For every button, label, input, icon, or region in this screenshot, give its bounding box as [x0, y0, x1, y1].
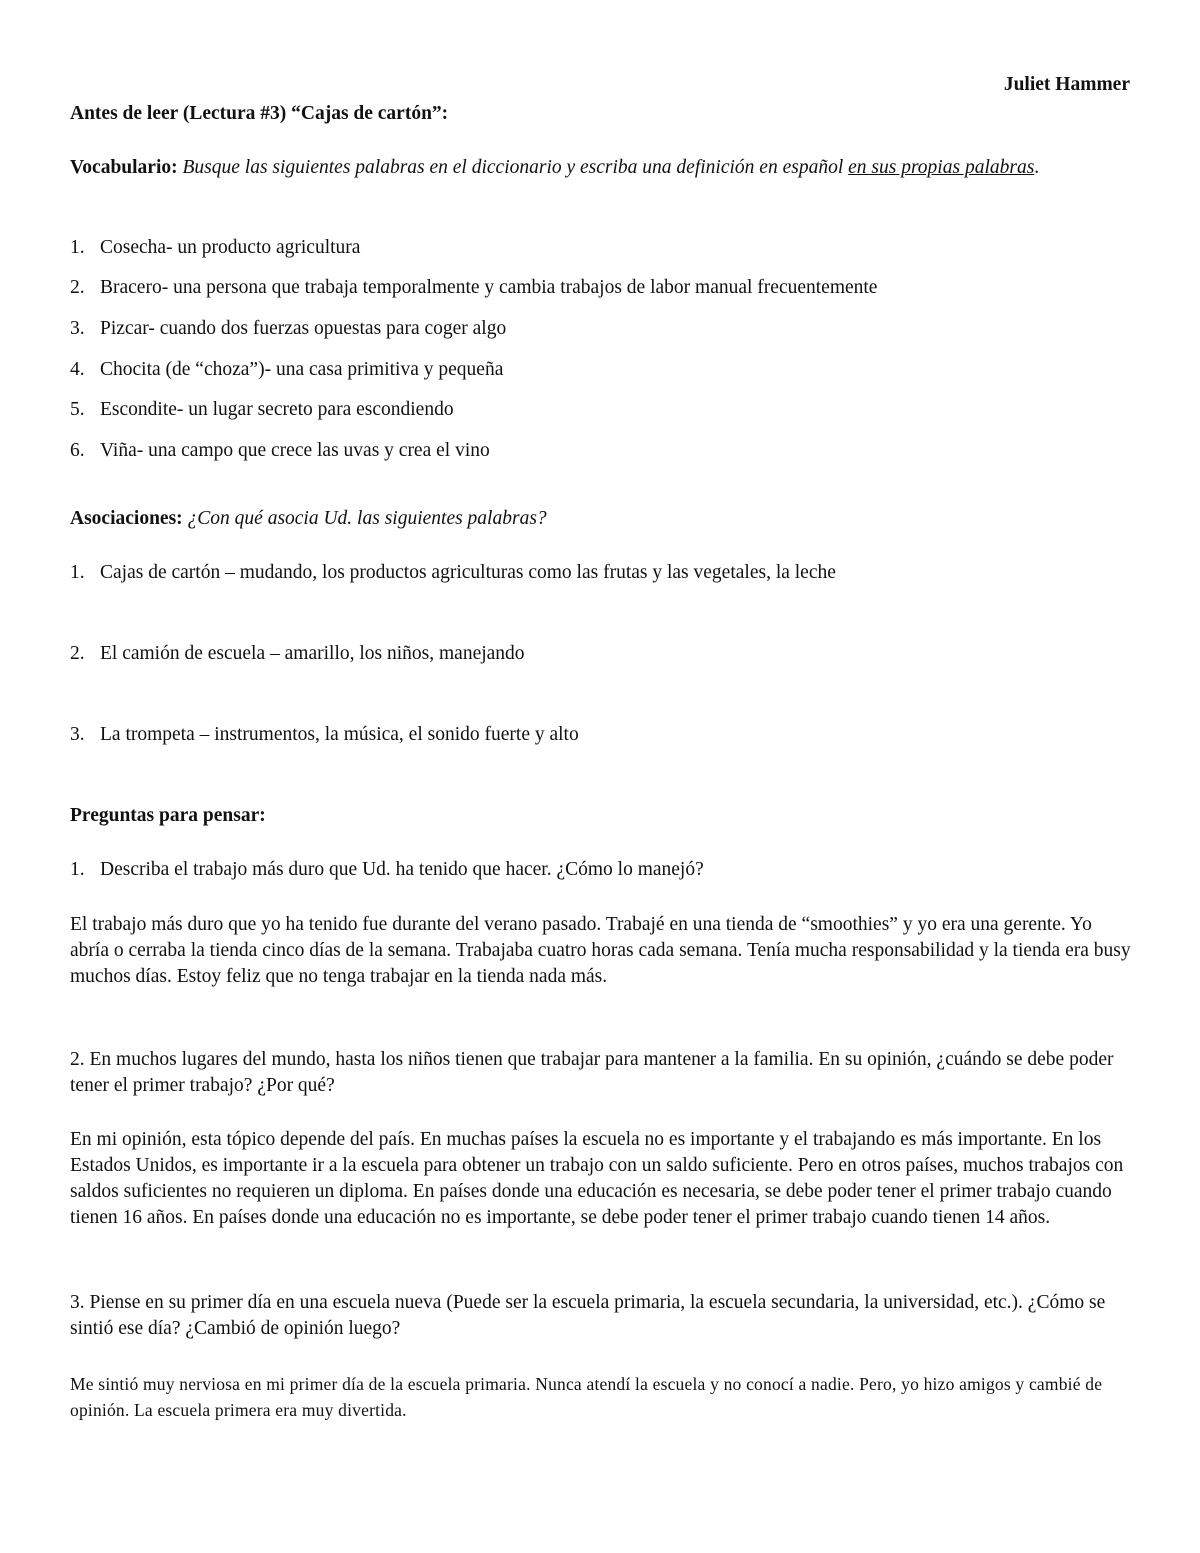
- respuesta-2: En mi opinión, esta tópico depende del país. En muchas países la escuela no es importante y el trabajando es más importante. En los Estados Unidos, es importante ir a la escuela para obtener un trabajo con un saldo suficiente. Pero en otros países, muchos trabajos con saldos suficientes no requieren un diploma. En países donde una educación es necesaria, se debe poder tener el primer trabajo cuando tienen 16 años. En países donde una educación no es importante, se debe poder tener el primer trabajo cuando tienen 14 años.: [70, 1129, 1124, 1228]
- vocab-item-text: Bracero- una persona que trabaja temporalmente y cambia trabajos de labor manual frecuentemente: [100, 277, 878, 298]
- vocab-item-number: 5.: [70, 399, 85, 420]
- vocabulario-instructions: [70, 155, 1132, 181]
- pregunta-1-text: Describa el trabajo más duro que Ud. ha tenido que hacer. ¿Cómo lo manejó?: [100, 859, 704, 880]
- vocabulario-instruction: Busque las siguientes palabras en el diccionario y escriba una definición en español: [182, 157, 844, 178]
- vocabulario-label: Vocabulario:: [70, 157, 178, 178]
- vocab-item-number: 1.: [70, 237, 85, 258]
- author-name: Juliet Hammer: [1003, 74, 1130, 95]
- vocabulario-instruction-underlined: en sus propias palabras: [848, 157, 1035, 178]
- vocab-item-text: Pizcar- cuando dos fuerzas opuestas para coger algo: [100, 318, 507, 339]
- vocab-item: [70, 438, 1132, 464]
- vocab-item-number: 4.: [70, 359, 85, 380]
- vocab-item-text: Escondite- un lugar secreto para escondiendo: [100, 399, 454, 420]
- asociacion-number: 2.: [70, 643, 85, 664]
- asociacion-number: 3.: [70, 724, 85, 745]
- asociacion-item: [70, 722, 1132, 748]
- asociacion-number: 1.: [70, 562, 85, 583]
- vocab-item-number: 3.: [70, 318, 85, 339]
- vocab-item: [70, 357, 1132, 383]
- vocab-item-text: Viña- una campo que crece las uvas y crea el vino: [100, 440, 490, 461]
- asociacion-text: El camión de escuela – amarillo, los niños, manejando: [100, 643, 525, 664]
- vocabulario-instruction-end: .: [1034, 157, 1040, 178]
- vocab-item: [70, 275, 1132, 301]
- worksheet-title: Antes de leer (Lectura #3) “Cajas de cartón”:: [70, 103, 449, 124]
- asociaciones-heading: [70, 506, 1132, 532]
- asociaciones-label: Asociaciones:: [70, 508, 183, 529]
- vocab-item: [70, 235, 1132, 261]
- respuesta-3: Me sintió muy nerviosa en mi primer día de la escuela primaria. Nunca atendí la escuela y no conocí a nadie. Pero, yo hizo amigos y cambié de opinión. La escuela primera era muy divertida.: [70, 1374, 1103, 1420]
- pregunta-1: [70, 857, 1132, 883]
- asociaciones-question: ¿Con qué asocia Ud. las siguientes palabras?: [187, 508, 547, 529]
- asociacion-item: [70, 560, 1132, 586]
- pregunta-3: 3. Piense en su primer día en una escuela nueva (Puede ser la escuela primaria, la escuela secundaria, la universidad, etc.). ¿Cómo se sintió ese día? ¿Cambió de opinión luego?: [70, 1292, 1106, 1339]
- respuesta-1: El trabajo más duro que yo ha tenido fue durante del verano pasado. Trabajé en una tienda de “smoothies” y yo era una gerente. Yo abría o cerraba la tienda cinco días de la semana. Trabajaba cuatro horas cada semana. Tenía mucha responsabilidad y la tienda era busy muchos días. Estoy feliz que no tenga trabajar en la tienda nada más.: [70, 914, 1131, 987]
- vocab-item: [70, 316, 1132, 342]
- preguntas-heading: Preguntas para pensar:: [70, 805, 266, 826]
- pregunta-1-number: 1.: [70, 859, 85, 880]
- vocab-item-text: Chocita (de “choza”)- una casa primitiva y pequeña: [100, 359, 504, 380]
- vocab-item: [70, 397, 1132, 423]
- asociacion-text: Cajas de cartón – mudando, los productos agriculturas como las frutas y las vegetales, la leche: [100, 562, 836, 583]
- asociacion-item: [70, 641, 1132, 667]
- vocab-item-text: Cosecha- un producto agricultura: [100, 237, 361, 258]
- vocab-item-number: 2.: [70, 277, 85, 298]
- vocab-item-number: 6.: [70, 440, 85, 461]
- pregunta-2: 2. En muchos lugares del mundo, hasta los niños tienen que trabajar para mantener a la familia. En su opinión, ¿cuándo se debe poder tener el primer trabajo? ¿Por qué?: [70, 1049, 1114, 1096]
- asociacion-text: La trompeta – instrumentos, la música, el sonido fuerte y alto: [100, 724, 579, 745]
